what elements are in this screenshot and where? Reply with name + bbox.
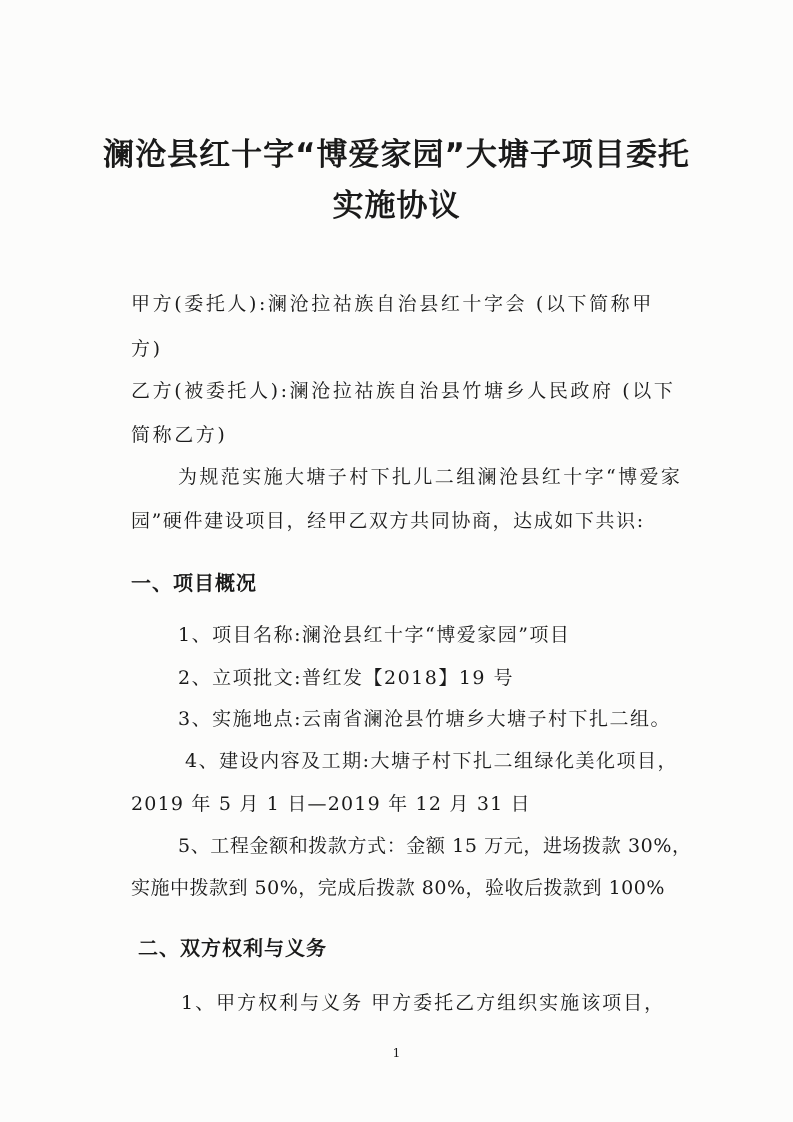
party-a-line-2: 方) <box>131 338 163 360</box>
list-item-3: 3、实施地点:云南省澜沧县竹塘乡大塘子村下扎二组。 <box>178 708 671 730</box>
party-b-line-1: 乙方(被委托人):澜沧拉祜族自治县竹塘乡人民政府 (以下 <box>131 380 676 402</box>
section-2-item-1: 1、甲方权利与义务 甲方委托乙方组织实施该项目， <box>181 992 666 1014</box>
list-item-4-line-1: 4、建设内容及工期:大塘子村下扎二组绿化美化项目， <box>185 750 678 772</box>
party-a-line-1: 甲方(委托人):澜沧拉祜族自治县红十字会 (以下简称甲 <box>131 293 654 315</box>
intro-line-2: 园”硬件建设项目，经甲乙双方共同协商，达成如下共识: <box>131 510 645 532</box>
list-item-4-line-2: 2019 年 5 月 1 日—2019 年 12 月 31 日 <box>131 793 531 815</box>
document-title-line-2: 实施协议 <box>332 188 461 224</box>
party-b-line-2: 简称乙方) <box>131 424 228 446</box>
intro-line-1: 为规范实施大塘子村下扎儿二组澜沧县红十字“博爱家 <box>178 466 683 488</box>
list-item-1: 1、项目名称:澜沧县红十字“博爱家园”项目 <box>178 624 571 646</box>
list-item-5-line-2: 实施中拨款到 50%，完成后拨款 80%，验收后拨款到 100% <box>131 877 665 899</box>
list-item-5-line-1: 5、工程金额和拨款方式：金额 15 万元，进场拨款 30%， <box>178 835 692 857</box>
document-title-line-1: 澜沧县红十字“博爱家园”大塘子项目委托 <box>103 137 690 173</box>
page-number: 1 <box>392 1046 401 1060</box>
list-item-2: 2、立项批文:普红发【2018】19 号 <box>178 667 515 689</box>
section-2-heading: 二、双方权利与义务 <box>138 936 327 960</box>
section-1-heading: 一、项目概况 <box>131 571 257 595</box>
